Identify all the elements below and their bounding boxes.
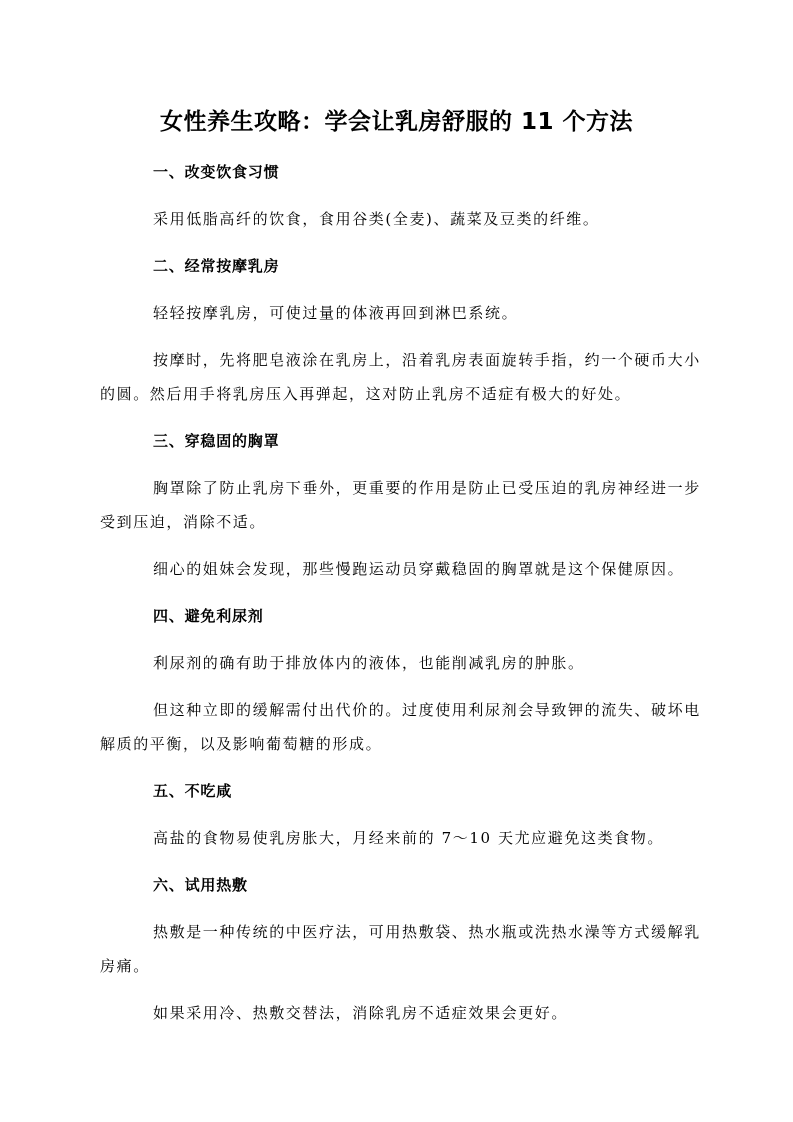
paragraph-line: 热敷是一种传统的中医疗法，可用热敷袋、热水瓶或洗热水澡等方式缓解乳 <box>153 923 701 941</box>
paragraph-line: 轻轻按摩乳房，可使过量的体液再回到淋巴系统。 <box>153 304 519 322</box>
heading-text: 四、避免利尿剂 <box>153 607 264 625</box>
paragraph <box>100 202 710 236</box>
paragraph-line: 细心的姐妹会发现，那些慢跑运动员穿戴稳固的胸罩就是这个保健原因。 <box>153 560 685 578</box>
paragraph <box>100 296 710 330</box>
section-heading <box>100 599 710 633</box>
paragraph <box>100 821 710 855</box>
paragraph-line: 高盐的食物易使乳房胀大，月经来前的 7～10 天尤应避免这类食物。 <box>153 829 664 847</box>
paragraph-line: 按摩时，先将肥皂液涂在乳房上，沿着乳房表面旋转手指，约一个硬币大小 <box>153 351 701 369</box>
document-title: 女性养生攻略：学会让乳房舒服的 11 个方法 <box>159 109 634 135</box>
paragraph-line: 利尿剂的确有助于排放体内的液体，也能削减乳房的肿胀。 <box>153 654 585 672</box>
paragraph-line: 受到压迫，消除不适。 <box>100 513 267 531</box>
paragraph-line: 解质的平衡，以及影响葡萄糖的形成。 <box>100 735 383 753</box>
paragraph-line: 但这种立即的缓解需付出代价的。过度使用利尿剂会导致钾的流失、破坏电 <box>153 701 701 719</box>
heading-text: 二、经常按摩乳房 <box>153 257 280 275</box>
section-heading <box>100 424 710 458</box>
paragraph-line: 如果采用冷、热敷交替法，消除乳房不适症效果会更好。 <box>153 1004 569 1022</box>
paragraph-line: 的圆。然后用手将乳房压入再弹起，这对防止乳房不适症有极大的好处。 <box>100 385 632 403</box>
heading-text: 三、穿稳固的胸罩 <box>153 432 280 450</box>
paragraph-line: 胸罩除了防止乳房下垂外，更重要的作用是防止已受压迫的乳房神经进一步 <box>153 479 701 497</box>
paragraph <box>100 693 710 761</box>
paragraph-line: 房痛。 <box>100 957 150 975</box>
paragraph <box>100 552 710 586</box>
paragraph <box>100 343 710 411</box>
paragraph <box>100 471 710 539</box>
heading-text: 六、试用热敷 <box>153 876 248 894</box>
paragraph <box>100 915 710 983</box>
section-heading <box>100 155 710 189</box>
paragraph <box>100 996 710 1030</box>
heading-text: 一、改变饮食习惯 <box>153 163 280 181</box>
paragraph <box>100 646 710 680</box>
paragraph-line: 采用低脂高纤的饮食，食用谷类(全麦)、蔬菜及豆类的纤维。 <box>153 210 600 228</box>
section-heading <box>100 249 710 283</box>
section-heading <box>100 774 710 808</box>
document-body <box>100 155 710 1043</box>
section-heading <box>100 868 710 902</box>
heading-text: 五、不吃咸 <box>153 782 233 800</box>
